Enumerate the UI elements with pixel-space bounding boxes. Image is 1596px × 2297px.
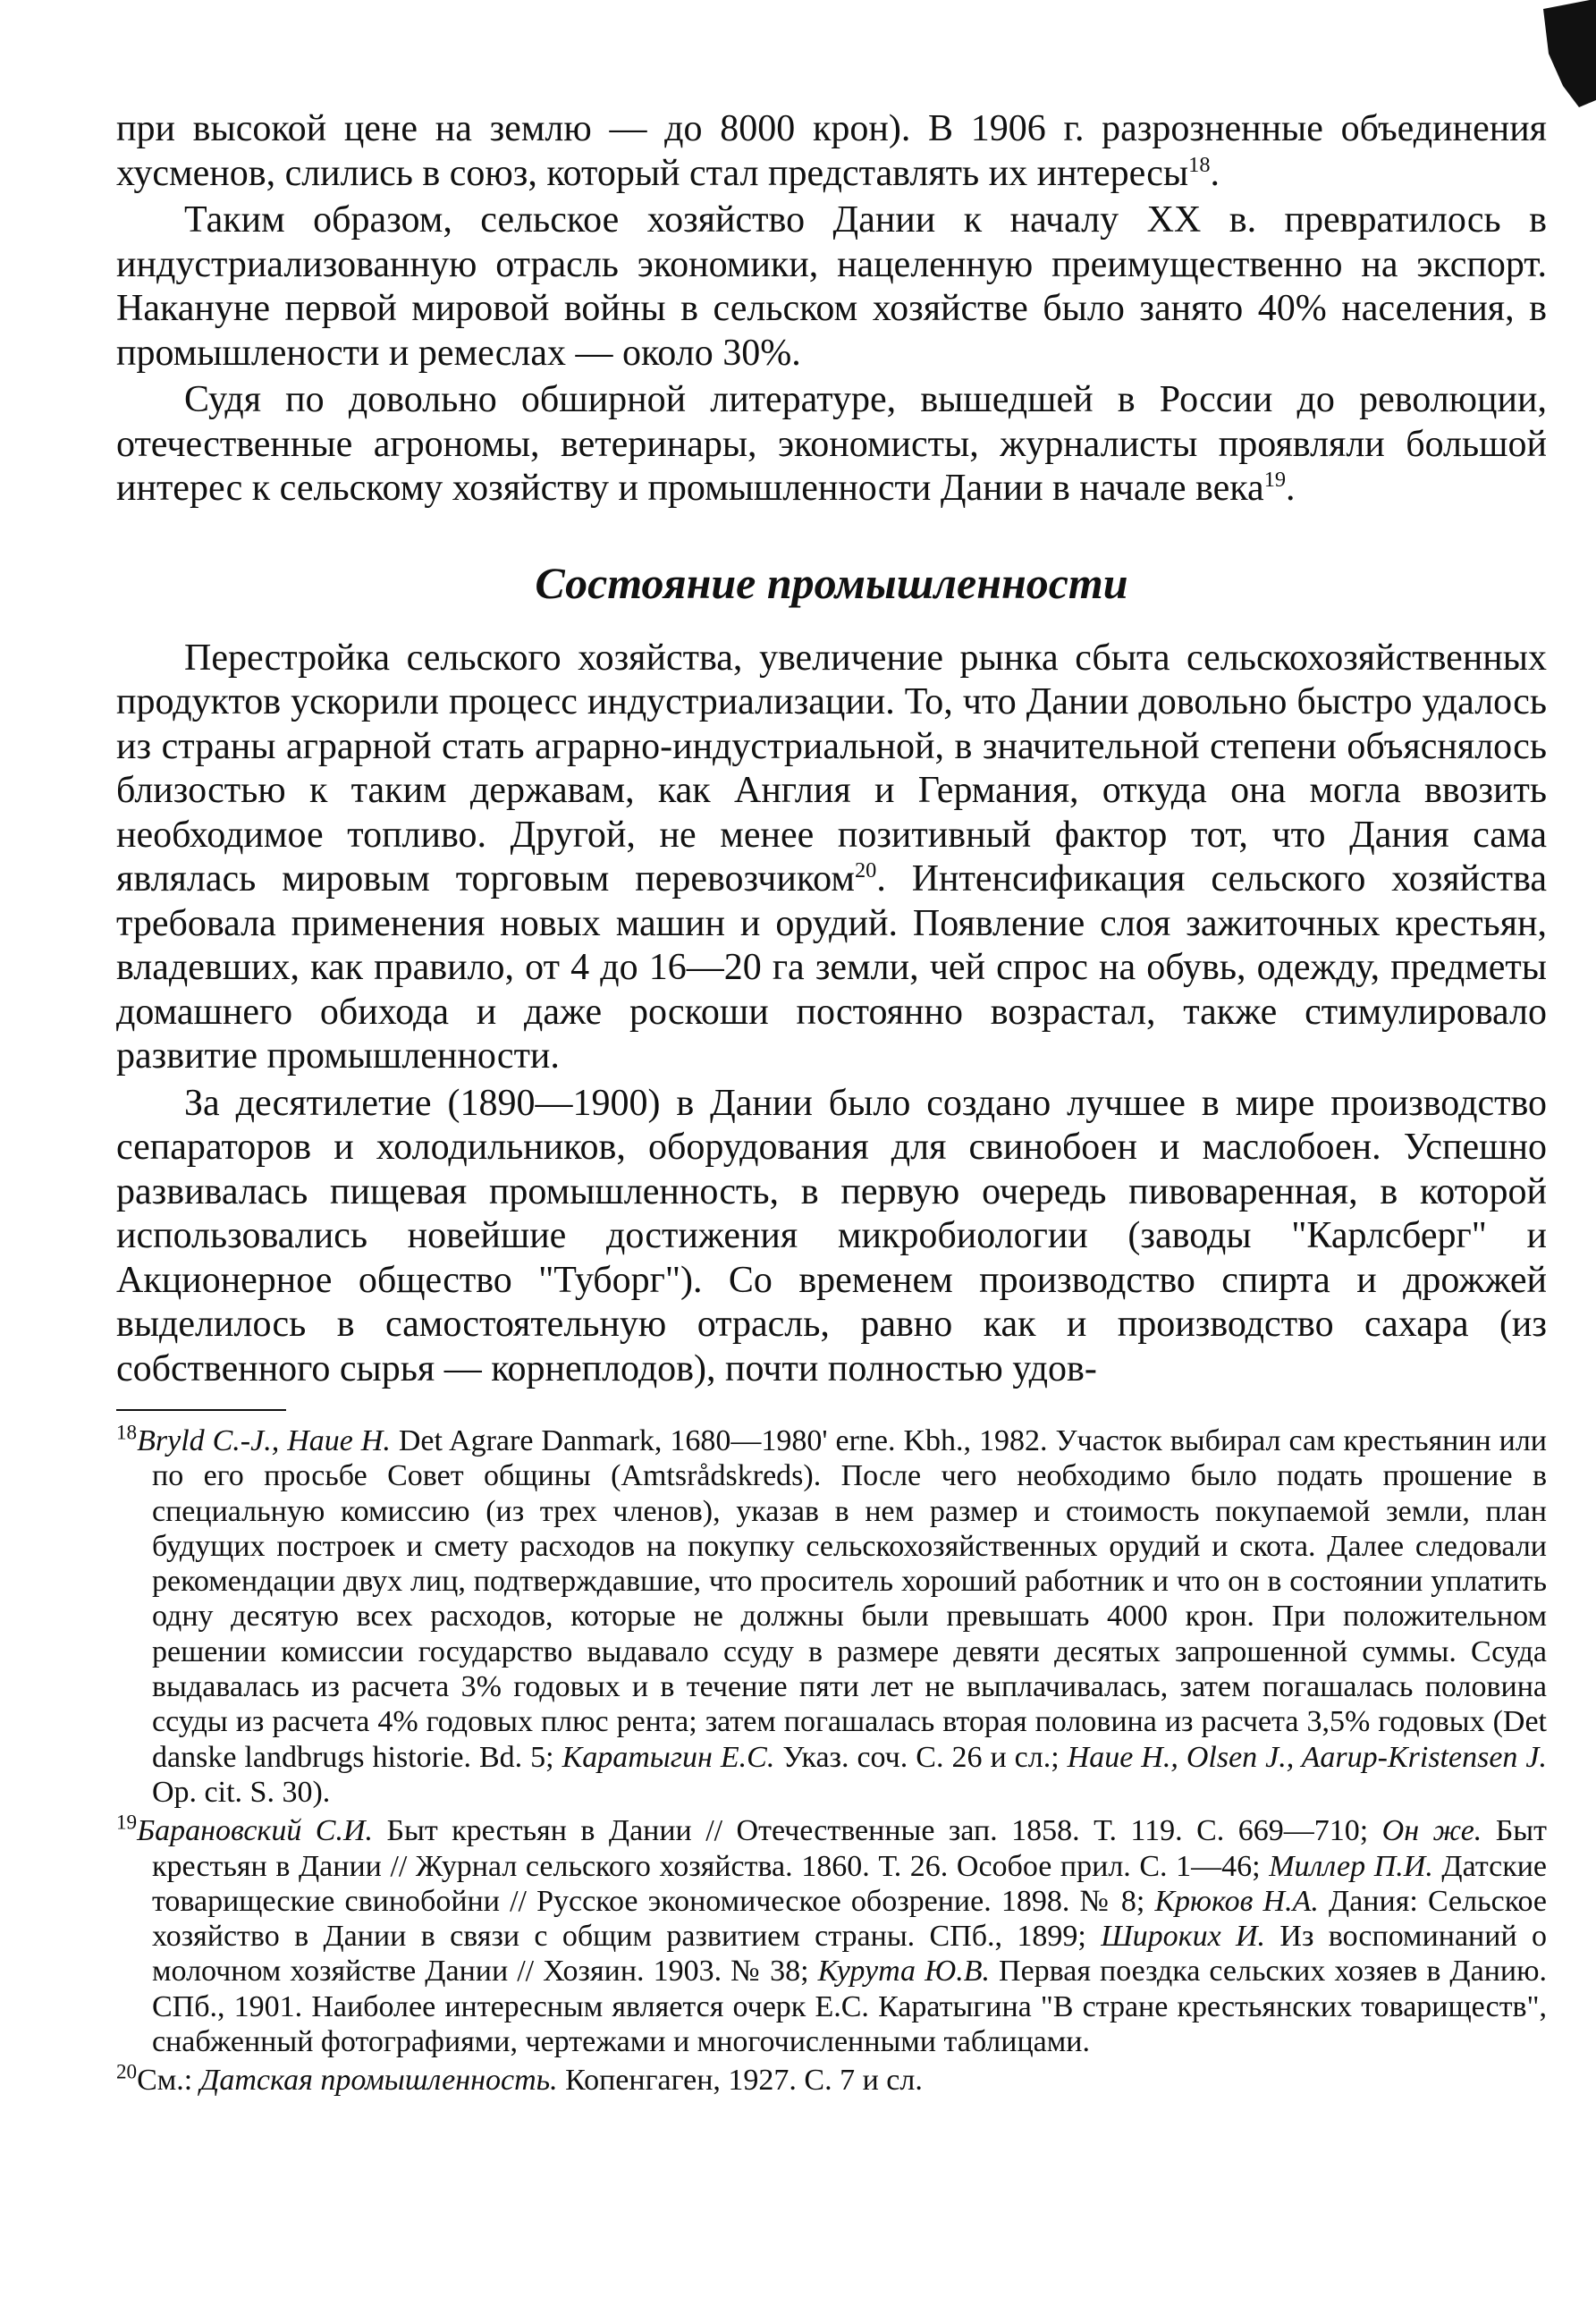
footnote-ref-19[interactable]: 19: [1263, 468, 1287, 492]
body-paragraph-3: Судя по довольно обширной литературе, вышедшей в России до революции, отечественные агрономы, ветеринары, экономисты, журналисты проявляли большой интерес к сельскому хозяйству и промышленности Дании в начале века$^{19}$.: [116, 379, 1547, 509]
page-corner-mark: [1536, 0, 1596, 107]
footnote-ref-18[interactable]: 18: [1188, 152, 1211, 177]
footnote-20: $^{20}$См.: Датская промышленность. Копенгаген, 1927. С. 7 и сл.: [116, 2061, 923, 2098]
page-content: [116, 107, 1547, 2099]
section-heading: Состояние промышленности: [535, 557, 1128, 608]
footnote-number: 19: [116, 1811, 138, 1835]
body-paragraph-5: За десятилетие (1890—1900) в Дании было создано лучшее в мире производство сепараторов и холодильников, оборудования для свинобоен и маслобоен. Успешно развивалась пищевая промышленность, в первую очередь пивоваренная, в которой использовались новейшие достижения микробиологии (заводы "Карлсберг" и Акционерное общество "Туборг"). Со временем производство спирта и дрожжей выделилось в самостоятельную отрасль, равно как и производство сахара (из собственного сырья — корнеплодов), почти полностью удов-: [116, 1082, 1547, 1389]
body-paragraph-1: при высокой цене на землю — до 8000 крон). В 1906 г. разрозненные объединения хусменов, слились в союз, который стал представлять их интересы$^{18}$.: [116, 108, 1547, 194]
footnote-separator: [116, 1409, 286, 1411]
body-paragraph-2: Таким образом, сельское хозяйство Дании к началу XX в. превратилось в индустриализованную отрасль экономики, нацеленную преимущественно на экспорт. Накануне первой мировой войны в сельском хозяйстве было занято 40% населения, в промышлености и ремеслах — около 30%.: [116, 199, 1547, 374]
footnote-number: 20: [116, 2061, 138, 2085]
footnote-19: $^{19}$Барановский С.И. Быт крестьян в Дании // Отечественные зап. 1858. Т. 119. С. 669—710; Он же. Быт крестьян в Дании // Журнал сельского хозяйства. 1860. Т. 26. Особое прил. С. 1—46; Миллер П.И. Датские товарищеские свинобойни // Русское экономическое обозрение. 1898. № 8; Крюков Н.А. Дания: Сельское хозяйство в Дании в связи с общим развитием страны. СПб., 1899; Широких И. Из воспоминаний о молочном хозяйстве Дании // Хозяин. 1903. № 38; Курута Ю.В. Первая поездка сельских хозяев в Данию. СПб., 1901. Наиболее интересным является очерк Е.С. Каратыгина "В стране крестьянских товариществ", снабженный фотографиями, чертежами и многочисленными таблицами.: [116, 1811, 1547, 2059]
body-paragraph-4: Перестройка сельского хозяйства, увеличение рынка сбыта сельскохозяйственных продуктов ускорили процесс индустриализации. То, что Дании довольно быстро удалось из страны аграрной стать аграрно-индустриальной, в значительной степени объяснялось близостью к таким державам, как Англия и Германия, откуда она могла ввозить необходимое топливо. Другой, не менее позитивный фактор тот, что Дания сама являлась мировым торговым перевозчиком$^{20}$. Интенсификация сельского хозяйства требовала применения новых машин и орудий. Появление слоя зажиточных крестьян, владевших, как правило, от 4 до 16—20 га земли, чей спрос на обувь, одежду, предметы домашнего обихода и даже роскоши постоянно возрастал, также стимулировало развитие промышленности.: [116, 637, 1547, 1077]
footnote-18: $^{18}$Bryld C.-J., Haue H. Det Agrare Danmark, 1680—1980' erne. Kbh., 1982. Участок выбирал сам крестьянин или по его просьбе Совет общины (Amtsrådskreds). После чего необходимо было подать прошение в специальную комиссию (из трех членов), указав в нем размер и стоимость покупаемой земли, план будущих построек и смету расходов на покупку сельскохозяйственных орудий и скота. Далее следовали рекомендации двух лиц, подтверждавшие, что проситель хороший работник и что он в состоянии уплатить одну десятую всех расходов, которые не должны были превышать 4000 крон. При положительном решении комиссии государство выдавало ссуду в размере девяти десятых запрошенной суммы. Ссуда выдавалась из расчета 3% годовых и в течение пяти лет не выплачивалась, затем погашалась половина ссуды из расчета 4% годовых плюс рента; затем погашалась вторая половина из расчета 3,5% годовых (Det danske landbrugs historie. Bd. 5; Каратыгин Е.С. Указ. соч. С. 26 и сл.; Haue H., Olsen J., Aarup-Kristensen J. Op. cit. S. 30).: [116, 1421, 1548, 1809]
footnote-ref-20[interactable]: 20: [854, 858, 877, 882]
footnote-number: 18: [116, 1421, 138, 1445]
